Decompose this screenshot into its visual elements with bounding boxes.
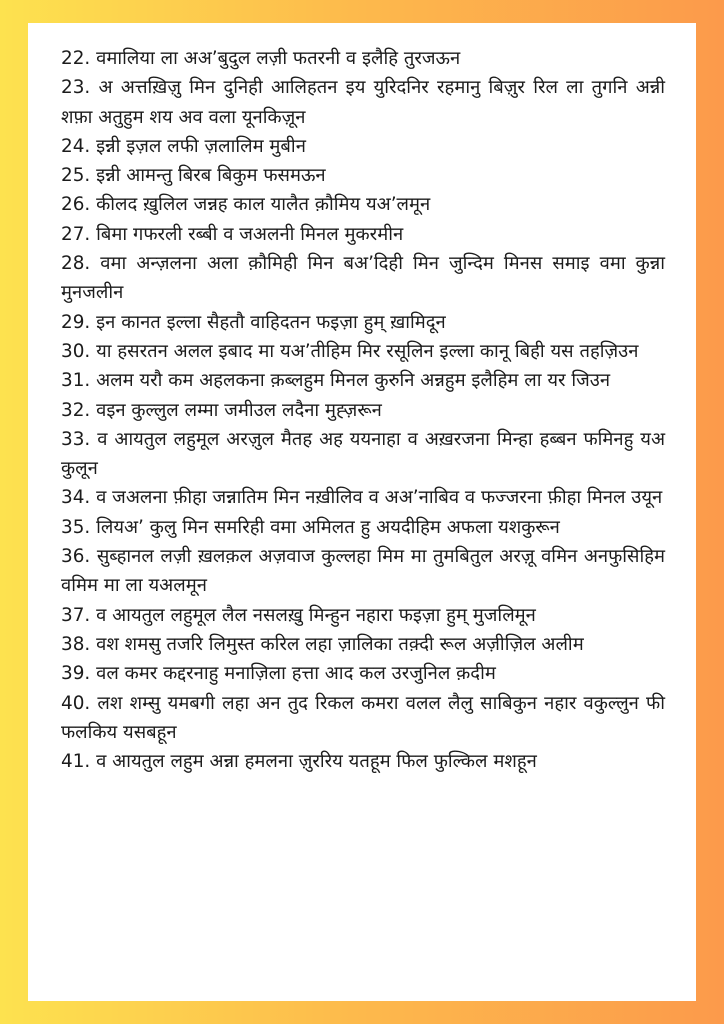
verse-text: या हसरतन अलल इबाद मा यअ’तीहिम मिर रसूलिन इल्ला कानू बिही यस तहज़िउन	[96, 340, 639, 362]
verse-30	[61, 337, 665, 366]
verse-text: वमा अन्ज़लना अला क़ौमिही मिन बअ’दिही मिन जुन्दिम मिनस समाइ वमा कुन्ना मुनजलीन	[61, 253, 665, 304]
verse-number: 37.	[61, 604, 91, 626]
verse-33	[61, 425, 665, 484]
verse-31	[61, 366, 665, 395]
verse-text: अलम यरौ कम अहलकना क़ब्लहुम मिनल कुरुनि अन्नहुम इलैहिम ला यर जिउन	[96, 370, 611, 392]
verse-text: व आयतुल लहुमूल लैल नसलख़ु मिन्हुन नहारा फइज़ा हुम् मुजलिमून	[96, 604, 536, 626]
verse-39	[61, 659, 665, 688]
verse-35	[61, 513, 665, 542]
verse-number: 28.	[61, 253, 91, 275]
verse-number: 34.	[61, 487, 91, 509]
verse-number: 30.	[61, 340, 91, 362]
verse-number: 27.	[61, 223, 91, 245]
verse-number: 22.	[61, 48, 91, 69]
verse-number: 24.	[61, 135, 91, 157]
verse-26	[61, 190, 665, 219]
verse-text: वइन कुल्लुल लम्मा जमीउल लदैना मुह्ज़रून	[96, 399, 382, 421]
verse-22	[61, 44, 665, 73]
verse-28	[61, 249, 665, 308]
verse-text: इन्नी आमन्तु बिरब बिकुम फसमऊन	[96, 165, 326, 187]
verse-text: लियअ’ कुलु मिन समरिही वमा अमिलत हु अयदीहिम अफला यशकुरून	[96, 516, 560, 538]
verse-text: इन कानत इल्ला सैहतौ वाहिदतन फइज़ा हुम् ख़ामिदून	[96, 311, 446, 333]
verse-number: 38.	[61, 633, 91, 655]
verse-text: वश शमसु तजरि लिमुस्त करिल लहा ज़ालिका तक़्दी रूल अज़ीज़िल अलीम	[96, 633, 584, 655]
verse-32	[61, 396, 665, 425]
verse-number: 40.	[61, 692, 91, 714]
verse-number: 29.	[61, 311, 91, 333]
verse-number: 35.	[61, 516, 91, 538]
verse-text: वल कमर कद्दरनाहु मनाज़िला हत्ता आद कल उरजुनिल क़दीम	[96, 663, 496, 685]
verse-text: कीलद ख़ुलिल जन्नह काल यालैत क़ौमिय यअ’लमून	[96, 194, 431, 216]
verse-number: 36.	[61, 546, 91, 568]
verse-text: व जअलना फ़ीहा जन्नातिम मिन नख़ीलिव व अअ’नाबिव व फज्जरना फ़ीहा मिनल उयून	[96, 487, 663, 509]
verse-text: इन्नी इज़ल लफी ज़लालिम मुबीन	[96, 135, 306, 157]
verse-25	[61, 161, 665, 190]
verse-number: 39.	[61, 663, 91, 685]
verse-41	[61, 747, 665, 776]
verse-list	[61, 44, 665, 776]
verse-29	[61, 308, 665, 337]
verse-number: 41.	[61, 751, 91, 773]
verse-37	[61, 601, 665, 630]
verse-text: लश शम्सु यमबगी लहा अन तुद रिकल कमरा वलल लैलु साबिकुन नहार वकुल्लुन फी फलकिय यसबहून	[61, 692, 665, 743]
verse-number: 33.	[61, 428, 91, 450]
verse-text: व आयतुल लहुमूल अरज़ुल मैतह अह ययनाहा व अख़रजना मिन्हा हब्बन फमिनहु यअ कुलून	[61, 428, 666, 480]
verse-number: 23.	[61, 77, 91, 99]
verse-27	[61, 220, 665, 249]
verse-number: 25.	[61, 165, 91, 187]
verse-34	[61, 483, 665, 512]
verse-36	[61, 542, 665, 601]
verse-text: वमालिया ला अअ’बुदुल लज़ी फतरनी व इलैहि तुरजऊन	[96, 48, 461, 69]
verse-text: बिमा गफरली रब्बी व जअलनी मिनल मुकरमीन	[96, 223, 404, 245]
verse-number: 31.	[61, 370, 91, 392]
verse-text: व आयतुल लहुम अन्ना हमलना ज़ुररिय यतहूम फिल फुल्किल मशहून	[96, 751, 537, 773]
verse-text: सुब्हानल लज़ी ख़लक़ल अज़वाज कुल्लहा मिम मा तुमबितुल अरज़ू वमिन अनफुसिहिम वमिम मा ला यअलमून	[61, 546, 665, 597]
verse-number: 32.	[61, 399, 91, 421]
verse-23	[61, 73, 665, 132]
verse-40	[61, 689, 665, 748]
verse-text: अ अत्तख़िज़ु मिन दुनिही आलिहतन इय युरिदनिर रहमानु बिज़ुर रिल ला तुगनि अन्नी शफ़ा अतुहुम शय अव वला यूनकिज़ून	[61, 77, 665, 128]
page-sheet	[28, 23, 696, 1001]
verse-number: 26.	[61, 194, 91, 216]
verse-38	[61, 630, 665, 659]
verse-24	[61, 132, 665, 161]
